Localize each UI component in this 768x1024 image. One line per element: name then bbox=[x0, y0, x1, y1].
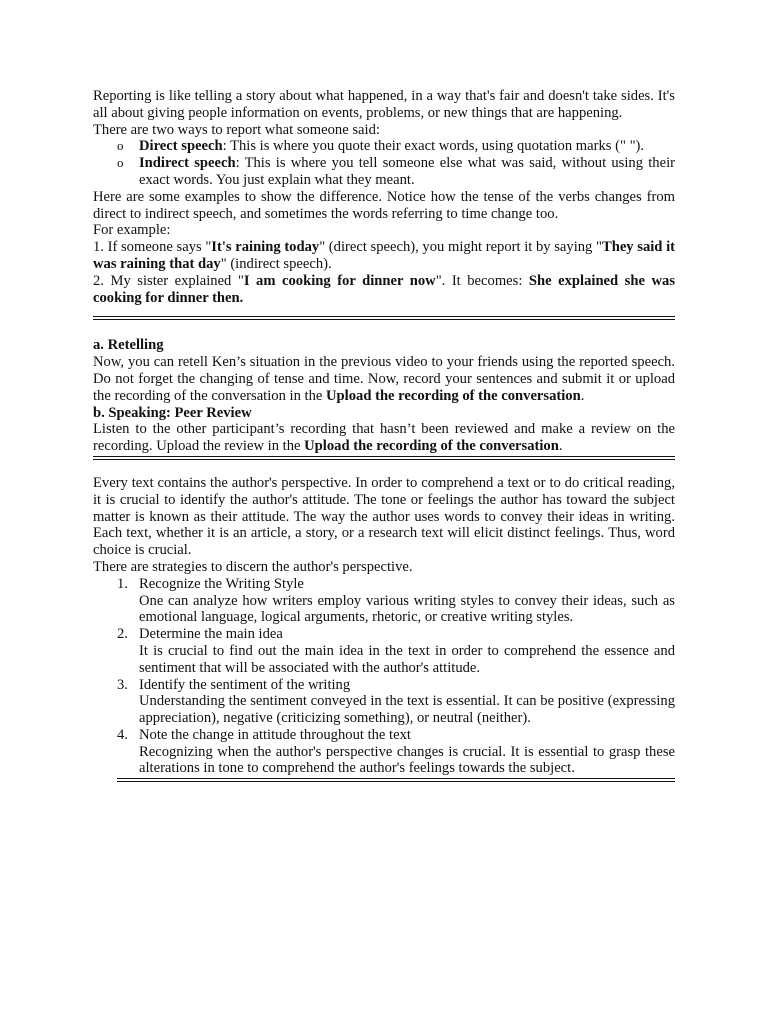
example-1-indirect: They said it was raining that day bbox=[93, 239, 676, 272]
for-example-label: For example: bbox=[93, 222, 171, 239]
example-1-text: " (indirect speech). bbox=[220, 255, 332, 272]
example-2 bbox=[93, 273, 675, 307]
list-number: 3. bbox=[117, 676, 128, 693]
strategy-title: Determine the main idea bbox=[139, 626, 283, 643]
perspective-intro: Every text contains the author's perspective. In order to comprehend a text or to do critical reading, it is crucial to identify the author's attitude. The tone or feelings the author has toward the subject matter is known as their attitude. The way the author uses words to convey their ideas in writing. Each text, whether it is an article, a story, or a research text will elicit distinct feelings. Thus, word choice is crucial. bbox=[93, 474, 675, 559]
speaking-paragraph bbox=[93, 421, 675, 455]
strategy-body: Recognizing when the author's perspective changes is crucial. It is essential to grasp these alterations in tone to comprehend the author's feelings towards the subject. bbox=[139, 743, 675, 777]
section-divider bbox=[117, 778, 675, 782]
speech-types-list bbox=[93, 138, 675, 188]
strategies-list bbox=[93, 576, 675, 778]
strategy-body: It is crucial to find out the main idea in the text in order to comprehend the essence and sentiment that will be associated with the author's attitude. bbox=[139, 642, 675, 676]
list-item bbox=[93, 727, 675, 777]
example-1-text: " (direct speech), you might report it by saying " bbox=[319, 239, 602, 256]
example-1-direct: It's raining today bbox=[211, 239, 320, 256]
strategy-body: Understanding the sentiment conveyed in the text is essential. It can be positive (expressing appreciation), negative (criticizing something), or neutral (neither). bbox=[139, 693, 675, 727]
list-item bbox=[93, 576, 675, 626]
two-ways-line: There are two ways to report what someone said: bbox=[93, 121, 380, 138]
list-item-indirect-speech bbox=[93, 155, 675, 189]
direct-speech-definition: : This is where you quote their exact words, using quotation marks (" "). bbox=[222, 138, 645, 155]
upload-recording-reference: Upload the recording of the conversation bbox=[326, 387, 581, 404]
speaking-heading bbox=[93, 405, 675, 422]
bullet-marker: o bbox=[117, 138, 124, 154]
strategies-intro: There are strategies to discern the author's perspective. bbox=[93, 558, 413, 575]
retelling-heading bbox=[93, 337, 675, 354]
speaking-heading-text: b. Speaking: Peer Review bbox=[93, 404, 252, 421]
speaking-text: Listen to the other participant’s recording that hasn’t been reviewed and make a review on the recording. Upload the review in the bbox=[93, 421, 675, 455]
retelling-text: . bbox=[580, 387, 585, 404]
list-item bbox=[93, 626, 675, 676]
example-1 bbox=[93, 239, 675, 273]
upload-recording-reference: Upload the recording of the conversation bbox=[304, 438, 559, 455]
examples-intro: Here are some examples to show the difference. Notice how the tense of the verbs changes from direct to indirect speech, and sometimes the words referring to time change too. bbox=[93, 188, 675, 222]
intro-paragraph: Reporting is like telling a story about what happened, in a way that's fair and doesn't take sides. It's all about giving people information on events, problems, or new things that are happening. bbox=[93, 88, 675, 121]
example-2-direct: I am cooking for dinner now bbox=[243, 272, 436, 289]
retelling-text: Now, you can retell Ken’s situation in the previous video to your friends using the reported speech. Do not forget the changing of tense and time. Now, record your sentences and submit it or upload the recording of the conversation in the bbox=[93, 354, 675, 404]
bullet-marker: o bbox=[117, 155, 124, 171]
list-item bbox=[93, 677, 675, 727]
strategy-body: One can analyze how writers employ various writing styles to convey their ideas, such as emotional language, logical arguments, rhetoric, or creative writing styles. bbox=[139, 592, 675, 626]
example-2-text: 2. My sister explained " bbox=[93, 272, 244, 289]
term-direct-speech: Direct speech bbox=[139, 138, 223, 155]
term-indirect-speech: Indirect speech bbox=[139, 155, 236, 172]
retelling-heading-text: a. Retelling bbox=[93, 337, 164, 354]
list-number: 1. bbox=[117, 575, 128, 592]
strategy-title: Identify the sentiment of the writing bbox=[139, 676, 351, 693]
list-number: 2. bbox=[117, 626, 128, 643]
strategy-title: Recognize the Writing Style bbox=[139, 575, 304, 592]
retelling-paragraph bbox=[93, 354, 675, 404]
list-number: 4. bbox=[117, 726, 128, 743]
strategy-title: Note the change in attitude throughout the text bbox=[139, 726, 411, 743]
list-item-direct-speech bbox=[93, 138, 675, 155]
example-2-text: ". It becomes: bbox=[435, 272, 529, 289]
indirect-speech-definition: : This is where you tell someone else what was said, without using their exact words. You just explain what they meant. bbox=[139, 155, 675, 188]
document-page bbox=[93, 88, 675, 782]
example-1-text: 1. If someone says " bbox=[93, 239, 212, 256]
example-2-indirect: She explained she was cooking for dinner then. bbox=[93, 272, 675, 306]
speaking-text: . bbox=[558, 438, 563, 455]
